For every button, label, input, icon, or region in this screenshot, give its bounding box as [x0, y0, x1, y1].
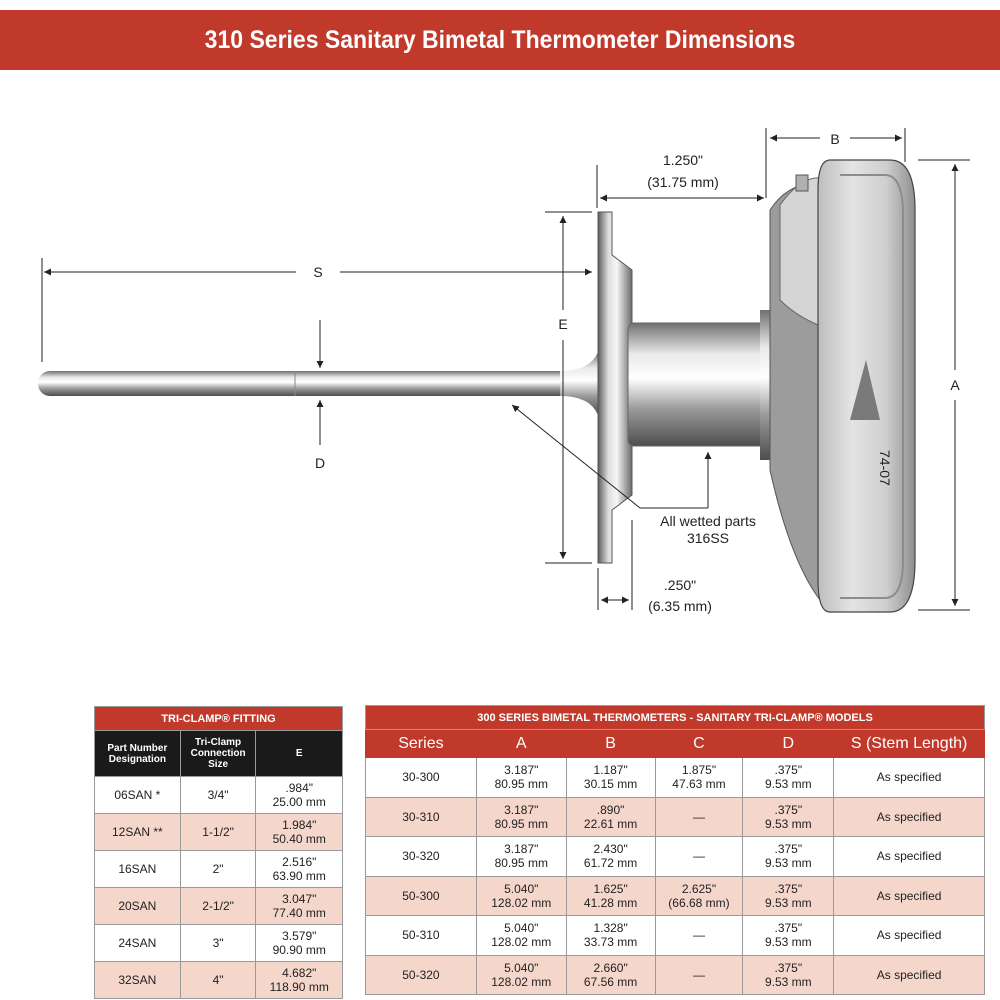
series-c-cell [655, 876, 743, 916]
fitting-part-cell [95, 888, 181, 925]
thermometer-neck [628, 310, 790, 460]
series-name-cell-value: 30-300 [402, 770, 440, 785]
series-a-cell [476, 758, 566, 798]
series-c-cell-value: 2.625" [681, 881, 717, 896]
series-s-cell-value: As specified [876, 770, 942, 785]
series-c-cell-value: — [692, 928, 705, 943]
series-c-cell-value: (66.68 mm) [668, 895, 730, 910]
fitting-e-cell-value: 50.40 mm [272, 832, 326, 846]
series-b-cell-value: .890" [596, 802, 625, 817]
fitting-e-cell [256, 851, 343, 888]
page-title-text: 310 Series Sanitary Bimetal Thermometer Dimensions [204, 25, 796, 54]
series-a-cell [476, 837, 566, 877]
fitting-part-cell-value: 24SAN [118, 936, 157, 950]
series-a-cell [476, 955, 566, 995]
series-d-cell [743, 876, 834, 916]
fitting-size-cell-value: 2-1/2" [202, 899, 234, 913]
fitting-e-cell [256, 962, 343, 999]
series-d-cell-value: 9.53 mm [764, 856, 812, 871]
fitting-part-cell-value: 06SAN * [114, 788, 161, 802]
series-d-cell [743, 797, 834, 837]
dial-mark-text: 74-07 [877, 450, 893, 486]
series-table-row [366, 955, 985, 995]
fitting-e-cell-value: .984" [285, 781, 314, 795]
flange-thickness-mm: (6.35 mm) [648, 598, 712, 614]
fitting-header-part: Part Number Designation [95, 731, 181, 777]
series-c-cell-value: 47.63 mm [672, 777, 726, 792]
series-b-cell-value: 2.430" [593, 842, 628, 857]
fitting-size-cell-value: 3" [212, 936, 224, 950]
series-c-cell [655, 837, 743, 877]
c-dimension-mm: (31.75 mm) [647, 174, 719, 190]
fitting-table-row [95, 925, 343, 962]
series-d-cell-value: .375" [774, 921, 803, 936]
fitting-table-row [95, 814, 343, 851]
series-header-series: Series [366, 730, 477, 758]
series-a-cell [476, 916, 566, 956]
fitting-e-cell-value: 2.516" [282, 855, 317, 869]
fitting-size-cell-value: 2" [212, 862, 224, 876]
series-b-cell-value: 2.660" [593, 960, 628, 975]
series-b-cell-value: 30.15 mm [583, 777, 638, 792]
fitting-size-cell [180, 962, 256, 999]
series-name-cell-value: 30-310 [402, 809, 440, 824]
fitting-e-cell [256, 777, 343, 814]
series-a-cell-value: 5.040" [504, 960, 539, 975]
fitting-size-cell [180, 814, 256, 851]
fitting-table-row [95, 962, 343, 999]
series-name-cell-value: 50-300 [402, 888, 440, 903]
series-a-cell-value: 128.02 mm [491, 935, 552, 950]
fitting-part-cell [95, 925, 181, 962]
series-b-cell-value: 1.625" [593, 881, 628, 896]
e-label: E [558, 316, 568, 332]
fitting-e-cell [256, 814, 343, 851]
fitting-part-cell [95, 962, 181, 999]
fitting-size-cell [180, 888, 256, 925]
series-d-cell-value: .375" [774, 763, 803, 778]
series-s-cell [834, 876, 985, 916]
series-c-cell-value: 1.875" [681, 763, 717, 778]
series-b-cell [566, 916, 655, 956]
series-name-cell [366, 876, 477, 916]
fitting-e-cell-value: 1.984" [282, 818, 317, 832]
fitting-size-cell [180, 851, 256, 888]
page-title [0, 10, 1000, 70]
series-name-cell [366, 837, 477, 877]
fitting-part-cell [95, 851, 181, 888]
fitting-table-row [95, 888, 343, 925]
fitting-header-e: E [256, 731, 343, 777]
series-s-cell-value: As specified [876, 928, 942, 943]
fitting-e-cell-value: 63.90 mm [272, 869, 326, 883]
series-header-a: A [476, 730, 566, 758]
series-c-cell [655, 916, 743, 956]
series-d-cell-value: 9.53 mm [764, 777, 812, 792]
series-table-row [366, 797, 985, 837]
fitting-size-cell-value: 3/4" [207, 788, 229, 802]
series-b-cell [566, 955, 655, 995]
series-c-cell [655, 797, 743, 837]
series-table-caption: 300 SERIES BIMETAL THERMOMETERS - SANITARY TRI-CLAMP® MODELS [366, 706, 985, 730]
fitting-table-row [95, 851, 343, 888]
wetted-parts-line1: All wetted parts [660, 513, 756, 529]
series-b-cell [566, 876, 655, 916]
series-d-cell-value: .375" [774, 960, 803, 975]
fitting-e-cell-value: 25.00 mm [272, 795, 326, 809]
series-d-cell-value: 9.53 mm [764, 816, 812, 831]
fitting-e-cell-value: 3.579" [282, 929, 317, 943]
series-b-cell-value: 61.72 mm [583, 856, 638, 871]
series-d-cell-value: 9.53 mm [764, 935, 812, 950]
series-a-cell-value: 5.040" [504, 921, 539, 936]
series-a-cell-value: 3.187" [504, 842, 539, 857]
s-label: S [313, 264, 323, 280]
thermometer-dimension-diagram [0, 70, 1000, 690]
fitting-e-cell-value: 3.047" [282, 892, 317, 906]
series-a-cell-value: 80.95 mm [494, 816, 548, 831]
series-a-cell [476, 876, 566, 916]
series-name-cell [366, 758, 477, 798]
fitting-e-cell [256, 925, 343, 962]
series-b-cell-value: 67.56 mm [583, 974, 638, 989]
series-models-table [365, 705, 985, 995]
series-table-row [366, 837, 985, 877]
series-a-cell-value: 80.95 mm [494, 856, 548, 871]
fitting-table-caption: TRI-CLAMP® FITTING [95, 707, 343, 731]
fitting-size-cell [180, 777, 256, 814]
series-d-cell [743, 955, 834, 995]
series-a-cell-value: 128.02 mm [491, 974, 552, 989]
series-s-cell [834, 955, 985, 995]
series-a-cell [476, 797, 566, 837]
wetted-parts-line2: 316SS [686, 530, 730, 546]
fitting-part-cell [95, 777, 181, 814]
series-d-cell [743, 758, 834, 798]
series-d-cell [743, 837, 834, 877]
series-s-cell [834, 797, 985, 837]
series-a-cell-value: 3.187" [504, 802, 539, 817]
series-a-cell-value: 80.95 mm [494, 777, 548, 792]
series-c-cell [655, 955, 743, 995]
fitting-part-cell-value: 20SAN [118, 899, 157, 913]
fitting-e-cell-value: 90.90 mm [272, 943, 326, 957]
series-d-cell-value: 9.53 mm [764, 895, 812, 910]
series-s-cell-value: As specified [876, 888, 942, 903]
series-s-cell-value: As specified [876, 849, 942, 864]
series-b-cell-value: 1.328" [593, 921, 628, 936]
series-name-cell [366, 916, 477, 956]
series-a-cell-value: 5.040" [504, 881, 539, 896]
series-d-cell [743, 916, 834, 956]
fitting-part-cell [95, 814, 181, 851]
series-b-cell [566, 837, 655, 877]
series-name-cell [366, 955, 477, 995]
series-c-cell-value: — [692, 849, 705, 864]
fitting-size-cell [180, 925, 256, 962]
series-b-cell-value: 41.28 mm [583, 895, 638, 910]
b-label: B [830, 131, 840, 147]
series-s-cell-value: As specified [876, 809, 942, 824]
series-d-cell-value: .375" [774, 881, 803, 896]
series-header-c: C [655, 730, 743, 758]
series-table-row [366, 758, 985, 798]
series-b-cell-value: 22.61 mm [583, 816, 638, 831]
series-name-cell-value: 30-320 [402, 849, 440, 864]
a-label: A [950, 377, 960, 393]
series-d-cell-value: .375" [774, 842, 803, 857]
series-name-cell [366, 797, 477, 837]
series-c-cell [655, 758, 743, 798]
c-dimension-inches: 1.250" [662, 152, 704, 168]
flange-thickness-inches: .250" [663, 577, 697, 593]
series-table-row [366, 876, 985, 916]
series-b-cell [566, 797, 655, 837]
series-b-cell-value: 33.73 mm [583, 935, 638, 950]
fitting-e-cell-value: 77.40 mm [272, 906, 326, 920]
series-s-cell-value: As specified [876, 967, 942, 982]
series-header-d: D [743, 730, 834, 758]
series-a-cell-value: 3.187" [504, 763, 539, 778]
series-c-cell-value: — [692, 809, 705, 824]
fitting-part-cell-value: 12SAN ** [112, 825, 163, 839]
fitting-part-cell-value: 32SAN [118, 973, 157, 987]
series-header-s: S (Stem Length) [834, 730, 985, 758]
fitting-table-row [95, 777, 343, 814]
thermometer-stem [38, 352, 598, 415]
series-header-b: B [566, 730, 655, 758]
series-b-cell-value: 1.187" [593, 763, 628, 778]
fitting-size-cell-value: 1-1/2" [202, 825, 234, 839]
fitting-e-cell-value: 118.90 mm [269, 980, 329, 994]
tri-clamp-fitting-table [94, 706, 343, 999]
a-dimension [918, 160, 970, 610]
series-name-cell-value: 50-320 [402, 967, 440, 982]
tri-clamp-flange [598, 212, 632, 563]
series-table-row [366, 916, 985, 956]
series-c-cell-value: — [692, 967, 705, 982]
dial-case [770, 160, 915, 612]
d-label: D [314, 455, 326, 471]
series-b-cell [566, 758, 655, 798]
fitting-header-size: Tri-Clamp Connection Size [180, 731, 256, 777]
series-d-cell-value: 9.53 mm [764, 974, 812, 989]
series-s-cell [834, 758, 985, 798]
fitting-e-cell-value: 4.682" [282, 966, 317, 980]
series-s-cell [834, 916, 985, 956]
series-s-cell [834, 837, 985, 877]
fitting-e-cell [256, 888, 343, 925]
series-a-cell-value: 128.02 mm [491, 895, 552, 910]
series-d-cell-value: .375" [774, 802, 803, 817]
series-name-cell-value: 50-310 [402, 928, 440, 943]
fitting-part-cell-value: 16SAN [118, 862, 157, 876]
fitting-size-cell-value: 4" [212, 973, 224, 987]
